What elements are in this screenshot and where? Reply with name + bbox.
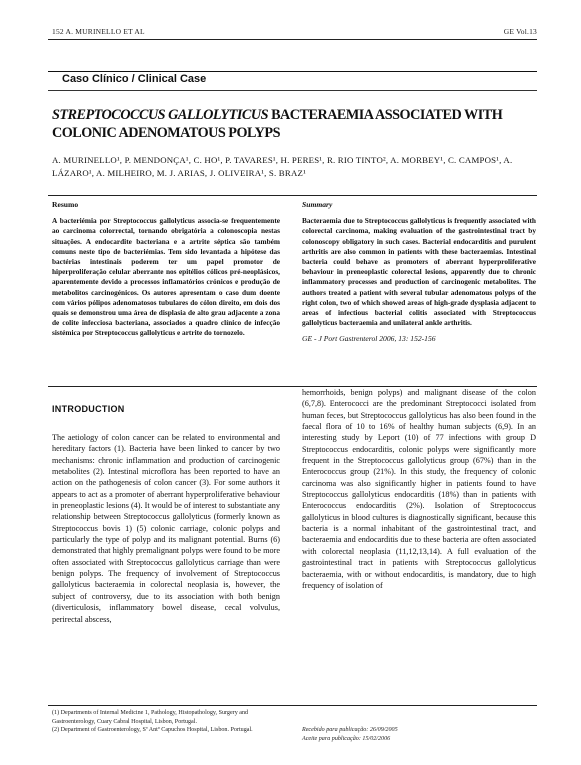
received-date: Recebido para publicação: 26/09/2005 [302,727,398,733]
resumo-heading: Resumo [52,200,79,209]
footnote-affiliations [52,709,280,735]
resumo-block [52,200,280,339]
author-list: A. MURINELLO¹, P. MENDONÇA¹, C. HO¹, P. TAVARES¹, H. PERES¹, R. RIO TINTO², A. MORBEY¹, C. CAMPOS¹, A. LÁZARO¹, A. MILHEIRO, M. J. ARIAS, J. OLIVEIRA¹, S. BRAZ¹ [52,155,513,178]
article-title [52,106,532,142]
intro-left-column [52,432,280,625]
abstract-top-rule [48,195,537,196]
footnote-affiliation-2: (2) Department of Gastroenterology, Sª Antº Capuchos Hospital, Lisbon. Portugal. [52,727,253,734]
running-header-right: GE Vol.13 [503,27,537,36]
journal-citation: GE - J Port Gastrenterol 2006, 13: 152-156 [302,334,436,344]
resumo-text: A bacteriémia por Streptococcus gallolyticus associa-se frequentemente ao carcinoma colorrectal, tornando obrigatória a colonoscopia nestas situações. A endocardite bacteriana e a artrite séptica são também comuns neste tipo de bacteriémias. Tem sido levantada a hipótese das bactérias intestinais poderem ter um papel promotor de hiperproliferação celular aberrante nos epitélios cólicos pré-neoplásicos, aparentemente devido a processos inflamatórios crónicos e produção de metabolitos carcinogénicos. Os autores apresentam o caso dum doente com vários pólipos adenomatosos tubulares do cólon direito, em dois dos quais se demonstrou uma área de displasia de alto grau adjacente a zona de colite infecciosa bacteriana, associados a quadro clínico de infecção sistémica por Streptococcus gallolyticus e artrite do tornozelo. [52,216,280,338]
title-italic: STREPTOCOCCUS GALLOLYTICUS [52,107,269,123]
title-rest: BACTERAEMIA ASSOCIATED WITH COLONIC ADENOMATOUS POLYPS [52,107,503,141]
running-header-left: 152 A. MURINELLO ET AL [52,27,145,36]
footnote-affiliation-1: (1) Departments of Internal Medicine 1, Pathology, Histopathology, Surgery and Gastroenterology, Cuary Cabral Hospital, Lisbon, Portugal. [52,710,249,725]
header-rule [48,39,537,40]
intro-right-column [302,387,536,591]
section-label: Caso Clínico / Clinical Case [62,73,207,85]
summary-heading: Summary [302,200,333,209]
section-banner [48,71,537,91]
accepted-date: Aceite para publicação: 15/02/2006 [302,735,391,742]
footnote-rule [48,705,537,706]
introduction-heading: INTRODUCTION [52,404,125,414]
summary-block [302,200,536,345]
summary-text: Bacteraemia due to Streptococcus gallolyticus is frequently associated with colorectal carcinoma, making evaluation of the gastrointestinal tract by colonoscopy obligatory in such cases. Bacterial endocarditis and purulent arthritis are also common in patients with these bacteraemias. Intestinal bacteria could behave as promoters of aberrant hyperproliferative behaviour in preneoplastic colorectal lesions, apparently due to chronic inflammatory processes and production of carcinogenic metabolites. The authors treated a patient with several tubular adenomatous polyps of the right colon, two of which showed areas of high-grade dysplasia adjacent to areas of infectious bacterial colitis associated with Streptococcus gallolyticus bacteraemia and unilateral ankle arthritis. [302,216,536,328]
footnote-dates [302,726,536,743]
intro-left-text: The aetiology of colon cancer can be related to environmental and hereditary factors (1). Bacteria have been linked to cancer by two mechanisms: chronic inflammation and production of carcinogenic metabolites (2). Intestinal microflora has been reported to have an action on the pathogenesis of colon cancer (3). For some authors it appears to act as a promoter of aberrant hyperproliferative behaviour in preneoplastic lesions (4). It would be of interest to substantiate any relationship between Streptococcus gallolyticus (formerly known as Streptococcus bovis 1) (5) colonic carriage, colonic polyps and particularly the type of polyp and its malignant potential. Burns (6) demonstrated that highly premalignant polyps were found to be more often associated with Streptococcus gallolyticus carriage than were benign polyps. The frequency of involvement of Streptococcus gallolyticus bacteraemia in colorectal neoplasia is, however, the subject of controversy, due to its association with both benign (diverticulosis, inflammatory bowel disease, cecal volvulus, perirectal abscess, [52,433,280,624]
intro-right-text: hemorrhoids, benign polyps) and malignant disease of the colon (6,7,8). Enterococci are the predominant Streptococci isolated from human feces, but Streptococcus gallolyticus has also been found in the faecal flora of 10 to 16% of healthy human subjects (6,9). In an interesting study by Leport (10) of 77 infections with group D Streptococcus endocarditis, colonic polyps were significantly more frequent in the Streptococcus gallolyticus group (67%) than in the Enterococcus group (21%). In this study, the frequency of colonic carcinoma was also significantly higher in patients found to have Streptococcus gallolyticus endocarditis (18%) than in patients with Enterococcus endocarditis (2%). Isolation of Streptococcus gallolyticus in blood cultures is diagnostically significant, because this bacteria is a normal inhabitant of the gastrointestinal tract, and bacteraemia and endocarditis due to these bacteria are often associated with colorectal neoplasia (11,12,13,14). A full evaluation of the gastrointestinal tract in patients with Streptococcus gallolyticus bacteraemia, with or without endocarditis, is mandatory, due to high frequency of isolation of [302,388,536,590]
